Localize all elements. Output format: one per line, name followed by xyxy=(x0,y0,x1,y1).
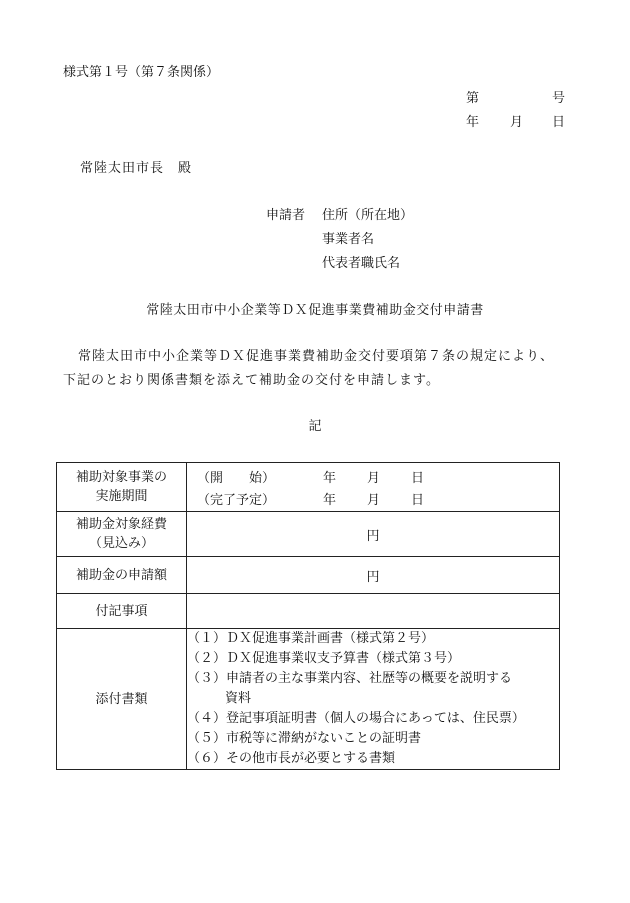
table-row-notes xyxy=(57,594,560,629)
attachment-item: （５）市税等に滞納がないことの証明書 xyxy=(187,731,422,746)
period-label-cell xyxy=(57,463,187,512)
period-start-month: 月 xyxy=(367,471,381,486)
period-end-month: 月 xyxy=(367,493,381,508)
document-title: 常陸太田市中小企業等ＤＸ促進事業費補助金交付申請書 xyxy=(146,303,484,318)
body-text-line-2: 下記のとおり関係書類を添えて補助金の交付を申請します。 xyxy=(63,373,440,388)
date-month-label: 月 xyxy=(510,115,524,130)
period-end-year: 年 xyxy=(323,493,337,508)
applicant-address-field: 住所（所在地） xyxy=(322,208,414,223)
applicant-business-name-field: 事業者名 xyxy=(322,232,375,247)
attachments-label: 添付書類 xyxy=(95,691,148,707)
attachment-item: （６）その他市長が必要とする書類 xyxy=(187,751,396,766)
attachment-item: （３）申請者の主な事業内容、社歴等の概要を説明する xyxy=(187,671,513,686)
applicant-representative-field: 代表者職氏名 xyxy=(322,256,401,271)
table-row-attachments xyxy=(57,629,560,770)
attachments-label-cell xyxy=(57,629,187,770)
period-start-day: 日 xyxy=(411,471,425,486)
period-end-row xyxy=(187,487,559,509)
attachment-item: （２）ＤＸ促進事業収支予算書（様式第３号） xyxy=(187,651,461,666)
document-number-suffix: 号 xyxy=(552,91,566,106)
period-end-label: （完了予定） xyxy=(197,493,276,508)
application-table xyxy=(56,462,560,770)
attachments-list xyxy=(187,629,560,770)
table-row-period xyxy=(57,463,560,512)
request-yen-unit: 円 xyxy=(366,569,380,585)
ki-heading: 記 xyxy=(308,419,322,434)
cost-label-cell xyxy=(57,512,187,557)
request-label-cell xyxy=(57,557,187,594)
period-value-cell[interactable] xyxy=(187,463,560,512)
table-row-request xyxy=(57,557,560,594)
period-label-line-1: 補助対象事業の xyxy=(75,470,167,485)
table-row-cost xyxy=(57,512,560,557)
document-number-prefix: 第 xyxy=(466,91,480,106)
date-year-label: 年 xyxy=(466,115,480,130)
notes-label: 付記事項 xyxy=(95,603,148,619)
body-text-line-1: 常陸太田市中小企業等ＤＸ促進事業費補助金交付要項第７条の規定により、 xyxy=(78,349,555,364)
cost-label-line-1: 補助金対象経費 xyxy=(75,517,167,532)
attachment-item: （１）ＤＸ促進事業計画書（様式第２号） xyxy=(187,631,435,646)
period-end-day: 日 xyxy=(411,493,425,508)
attachment-item: （４）登記事項証明書（個人の場合にあっては、住民票） xyxy=(187,711,525,726)
attachment-item-continuation: 資料 xyxy=(225,691,252,706)
period-start-year: 年 xyxy=(323,471,337,486)
notes-label-cell xyxy=(57,594,187,629)
applicant-label: 申請者 xyxy=(266,208,306,223)
period-label-line-2: 実施期間 xyxy=(95,489,148,504)
cost-value-cell[interactable] xyxy=(187,512,560,557)
request-label: 補助金の申請額 xyxy=(75,567,167,583)
request-value-cell[interactable] xyxy=(187,557,560,594)
cost-yen-unit: 円 xyxy=(366,528,380,544)
notes-value-cell[interactable] xyxy=(187,594,560,629)
period-start-label: （開 始） xyxy=(197,471,276,486)
date-day-label: 日 xyxy=(552,115,566,130)
period-start-row xyxy=(187,465,559,487)
cost-label-line-2: （見込み） xyxy=(88,536,154,551)
addressee: 常陸太田市長 殿 xyxy=(80,161,193,176)
form-number-label: 様式第１号（第７条関係） xyxy=(63,65,220,80)
